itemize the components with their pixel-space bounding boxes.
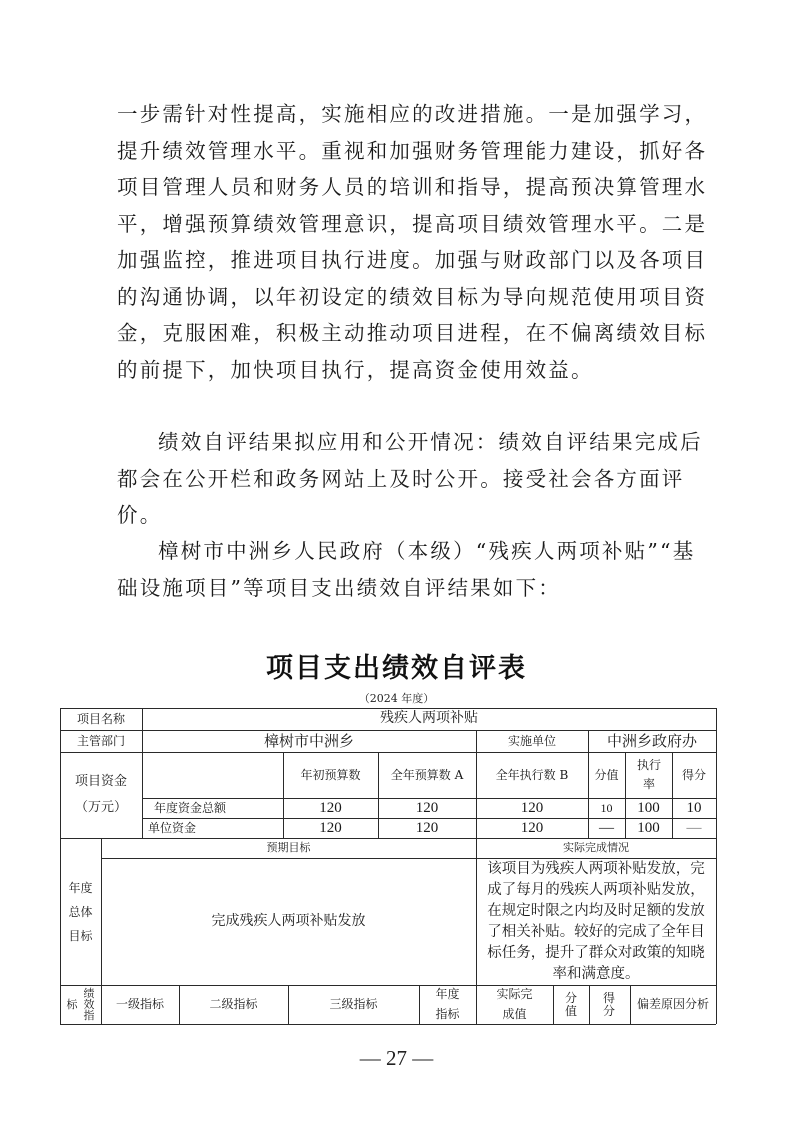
paragraph-results-intro: [117, 533, 696, 606]
project-name-label: 项目名称: [76, 711, 125, 726]
indicator-header-score: 得分: [603, 990, 616, 1018]
indicator-header-level2: 二级指标: [209, 997, 258, 1011]
indicator-side-label: [60, 985, 101, 1024]
paragraph-improvement-measures: [117, 96, 708, 388]
text-line: 础设施项目”等项目支出绩效自评结果如下：: [117, 575, 561, 600]
funds-executed-b: 120: [520, 799, 544, 816]
actual-completion-line: 该项目为残疾人两项补贴发放，完: [487, 860, 705, 877]
funds-label-line: （万元）: [74, 800, 127, 815]
indicator-header-deviation: 偏差原因分析: [636, 996, 709, 1011]
actual-completion-line: 成了每月的残疾人两项补贴发放，: [487, 881, 705, 898]
funds-executed-b: 120: [520, 819, 544, 836]
actual-completion-line: 标任务，提升了群众对政策的知晓: [487, 944, 705, 961]
funds-score-value: —: [599, 819, 614, 836]
text-line: 提升绩效管理水平。重视和加强财务管理能力建设，抓好各: [117, 138, 708, 163]
funds-header-rate: 执行率: [636, 757, 661, 791]
overall-target-label-char: 目标: [68, 928, 93, 943]
funds-rate: 100: [637, 819, 660, 836]
expected-target-header: 预期目标: [266, 841, 311, 855]
funds-header-score: 得分: [681, 767, 706, 782]
indicator-header-level3: 三级指标: [329, 997, 378, 1011]
indicator-side-char: 指: [83, 1009, 95, 1022]
funds-label: [60, 752, 142, 838]
text-line: 的沟通协调，以年初设定的绩效目标为导向规范使用项目资: [117, 284, 708, 309]
funds-annual-a: 120: [415, 819, 439, 836]
text-line: 绩效自评结果拟应用和公开情况：绩效自评结果完成后: [158, 430, 703, 454]
overall-target-label: [60, 838, 101, 985]
indicator-header-score-value: 分值: [565, 990, 578, 1018]
page-number: — 27 —: [359, 1046, 434, 1070]
funds-score-value: 10: [600, 800, 613, 815]
impl-unit-label: 实施单位: [507, 733, 556, 748]
actual-completion-line: 在规定时限之内均及时足额的发放: [487, 902, 705, 919]
funds-score: 10: [686, 799, 702, 816]
overall-target-label-char: 总体: [68, 904, 93, 919]
indicator-header-actual: 实际完成值: [496, 987, 533, 1021]
paragraph-result-application: [117, 424, 703, 534]
funds-rate: 100: [637, 799, 660, 816]
text-line: 平，增强预算绩效管理意识，提高项目绩效管理水平。二是: [117, 211, 708, 236]
table-rule: [716, 708, 717, 1024]
funds-row-label: 年度资金总额: [154, 800, 227, 815]
text-line: 都会在公开栏和政务网站上及时公开。接受社会各方面评: [117, 466, 685, 491]
funds-header-score-value: 分值: [594, 767, 619, 782]
funds-row-label: 单位资金: [148, 820, 197, 835]
indicator-header-level1: 一级指标: [115, 997, 164, 1011]
text-line: 加强监控，推进项目执行进度。加强与财政部门以及各项目: [117, 248, 708, 272]
table-rule: [60, 1024, 716, 1025]
table-rule: [553, 985, 554, 1024]
project-name-value: 残疾人两项补贴: [380, 710, 478, 727]
funds-initial: 120: [319, 819, 342, 836]
actual-completion-value: [476, 858, 716, 985]
table-title: 项目支出绩效自评表: [266, 653, 527, 684]
funds-initial: 120: [319, 799, 342, 816]
impl-unit-value: 中洲乡政府办: [606, 731, 697, 750]
text-line: 价。: [117, 503, 163, 527]
funds-header-executed-b: 全年执行数 B: [495, 767, 569, 782]
indicator-side-vertical: [84, 988, 95, 1021]
indicator-header-annual: 年度指标: [435, 987, 460, 1021]
table-rule: [476, 985, 477, 1024]
funds-header-annual-a: 全年预算数 A: [390, 767, 464, 782]
expected-target-value: 完成残疾人两项补贴发放: [211, 912, 366, 929]
dept-label: 主管部门: [76, 733, 125, 748]
funds-label-line: 项目资金: [74, 773, 127, 789]
text-line: 樟树市中洲乡人民政府（本级）“残疾人两项补贴”“基: [158, 539, 696, 563]
actual-completion-header: 实际完成情况: [563, 841, 629, 855]
text-line: 项目管理人员和财务人员的培训和指导，提高预决算管理水: [117, 175, 708, 199]
overall-target-label-char: 年度: [68, 880, 93, 895]
table-year: （2024 年度）: [358, 692, 435, 705]
funds-header-initial: 年初预算数: [300, 767, 361, 782]
actual-completion-line: 了相关补贴。较好的完成了全年目: [487, 923, 705, 940]
funds-annual-a: 120: [415, 799, 439, 816]
indicator-side-char: 标: [66, 997, 78, 1011]
indicator-side-char: 效: [83, 998, 95, 1011]
table-rule: [589, 985, 590, 1024]
funds-score: —: [686, 819, 702, 836]
text-line: 一步需针对性提高，实施相应的改进措施。一是加强学习，: [117, 102, 708, 126]
dept-value: 樟树市中洲乡: [263, 731, 354, 750]
table-rule: [419, 985, 420, 1024]
indicator-side-char: 绩: [83, 987, 95, 1000]
text-line: 的前提下，加快项目执行，提高资金使用效益。: [117, 357, 594, 382]
actual-completion-line: 率和满意度。: [552, 965, 640, 982]
table-rule: [630, 985, 631, 1024]
text-line: 金，克服困难，积极主动推动项目进程，在不偏离绩效目标: [117, 321, 708, 345]
